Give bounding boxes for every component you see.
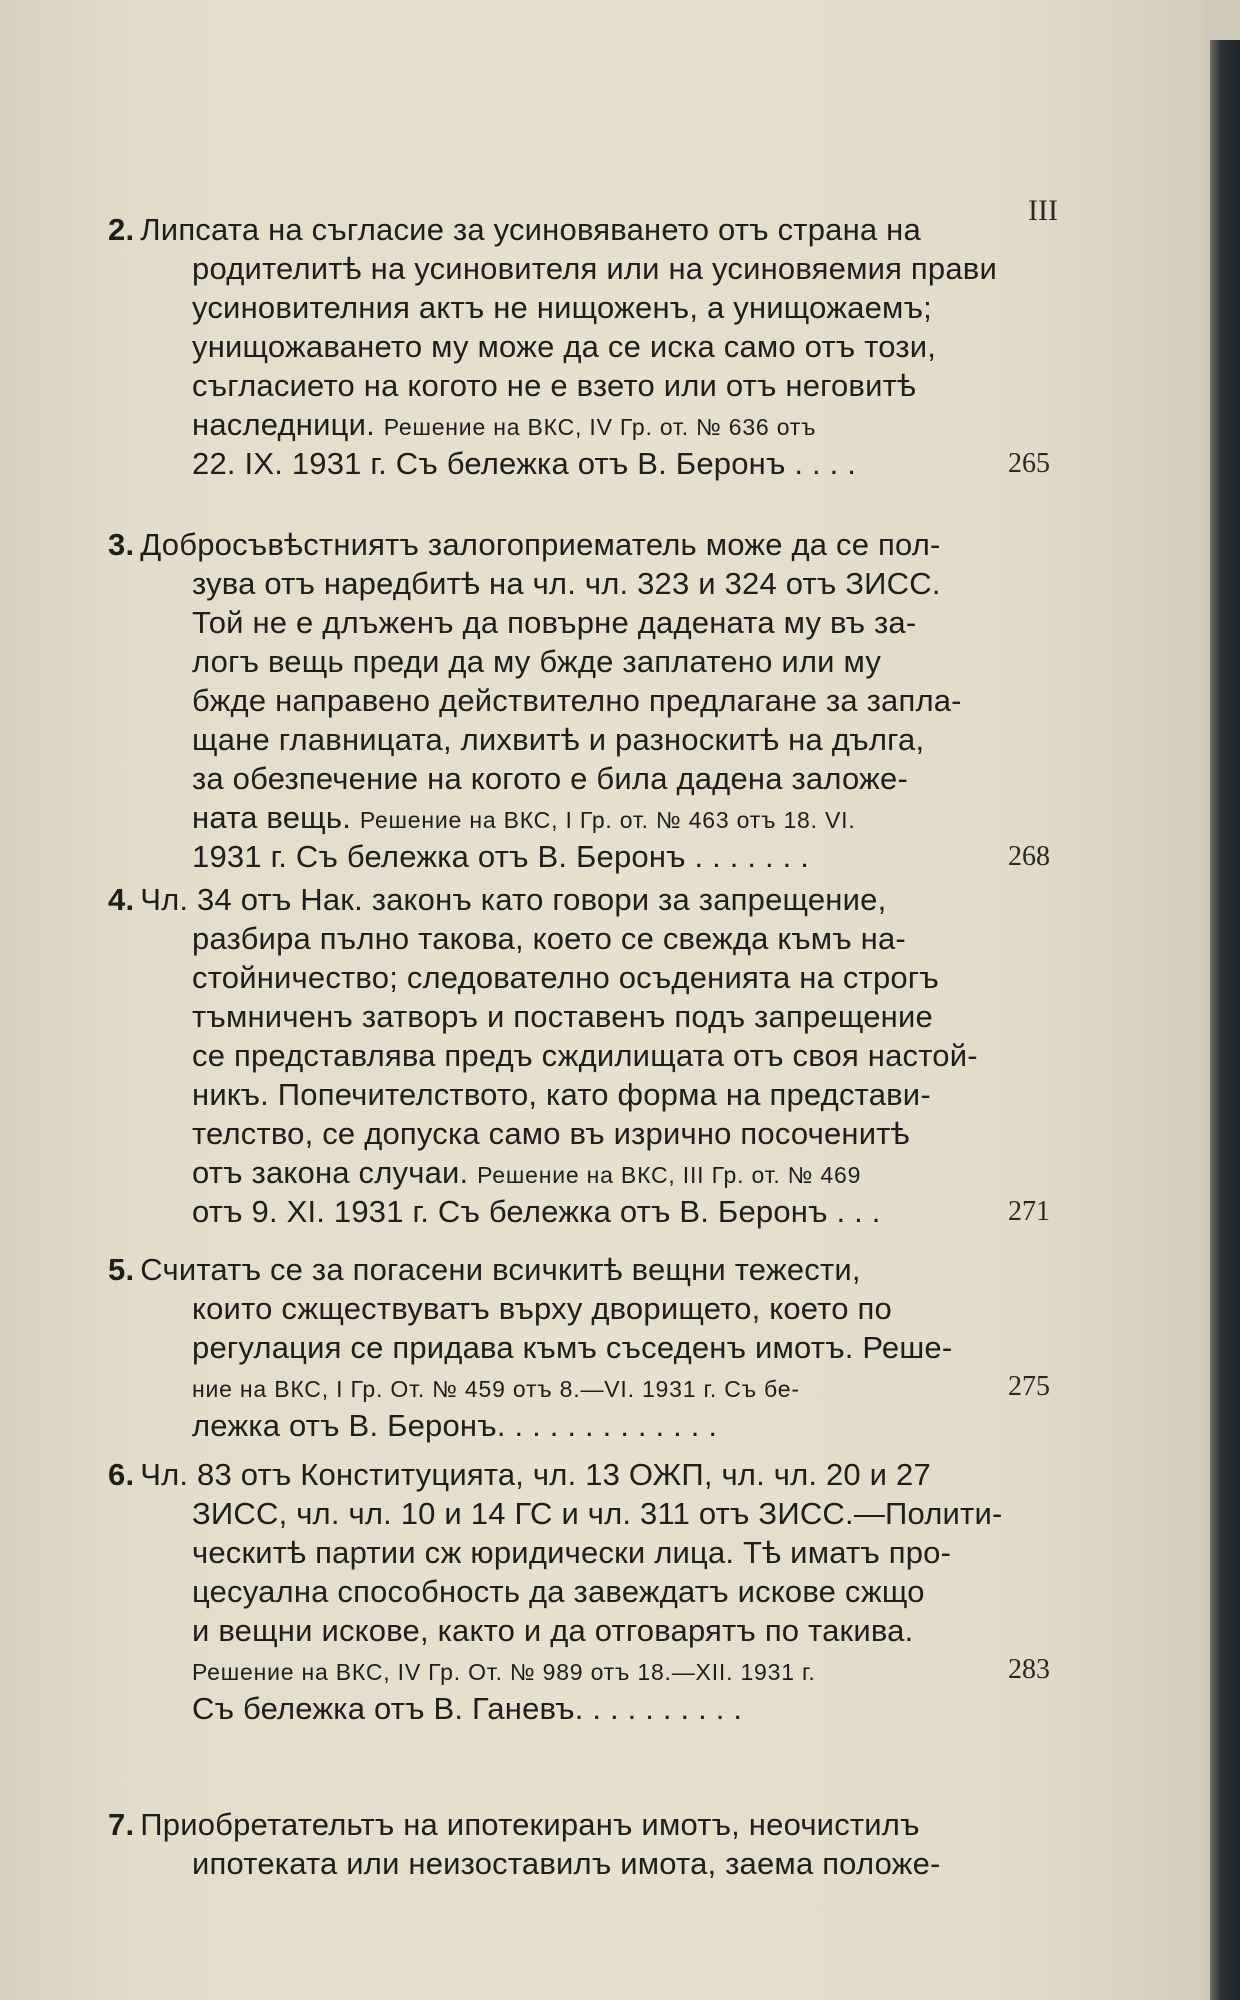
entry-text: 1931 г. Съ бележка отъ В. Беронъ . . . . . . . [192, 839, 810, 874]
entry-number: 5. [108, 1252, 135, 1287]
entry-line [108, 603, 1058, 642]
entry-text: които сжществуватъ върху дворището, което по [192, 1291, 892, 1326]
entry-text: цесуална способность да завеждатъ искове сжщо [192, 1574, 925, 1609]
entry-text: телство, се допуска само въ изрично посоченитѣ [192, 1116, 910, 1151]
entry-text: Липсата на съгласие за усиновяването отъ страна на [140, 212, 921, 247]
entry-text: ЗИСС, чл. чл. 10 и 14 ГС и чл. 311 отъ ЗИСС.—Полити- [192, 1496, 1003, 1531]
citation-text: Решение на ВКС, III Гр. от. № 469 [477, 1162, 862, 1188]
entry-line [108, 1805, 1058, 1844]
entry-line [108, 1494, 1058, 1533]
entry-line [108, 958, 1058, 997]
entry-line [108, 1689, 1058, 1728]
entry-line [108, 720, 1058, 759]
entry-text: регулация се придава къмъ съседенъ имотъ. Реше- [192, 1330, 953, 1365]
entry-line [108, 919, 1058, 958]
citation-text: Решение на ВКС, IV Гр. от. № 636 отъ [383, 414, 817, 440]
entry-number: 6. [108, 1457, 135, 1492]
entry-text: бжде направено действително предлагане за запла- [192, 683, 962, 718]
entry-text: Съ бележка отъ В. Ганевъ. . . . . . . . . . [192, 1691, 743, 1726]
entry-line [108, 837, 1058, 876]
entry-number: 3. [108, 527, 135, 562]
entry-page-number: 268 [1008, 841, 1050, 872]
entry-page-number: 265 [1008, 448, 1050, 479]
entry-line [108, 1114, 1058, 1153]
citation-text: Решение на ВКС, I Гр. от. № 463 отъ 18. VI. [359, 807, 856, 833]
entry-line [108, 1406, 1058, 1445]
entry-line [108, 997, 1058, 1036]
entry-text: Чл. 34 отъ Нак. законъ като говори за запрещение, [140, 882, 887, 917]
entry-text: ческитѣ партии сж юридически лица. Тѣ иматъ про- [192, 1535, 952, 1570]
entry-number: 2. [108, 212, 135, 247]
entry-line [108, 1289, 1058, 1328]
list-item [108, 1455, 1058, 1728]
entry-text: наследници. Решение на ВКС, IV Гр. от. № 636 отъ [192, 407, 817, 442]
list-item [108, 1805, 1058, 1883]
entry-line [108, 366, 1058, 405]
entry-line [108, 1036, 1058, 1075]
entry-text: за обезпечение на когото е била дадена заложе- [192, 761, 908, 796]
entry-text: никъ. Попечителството, като форма на представи- [192, 1077, 931, 1112]
list-item [108, 525, 1058, 876]
entry-text: лежка отъ В. Беронъ. . . . . . . . . . . . . [192, 1408, 718, 1443]
entry-text: ипотеката или неизоставилъ имота, заема положе- [192, 1846, 941, 1881]
entry-line [108, 327, 1058, 366]
entry-text: родителитѣ на усиновителя или на усиновяемия прави [192, 251, 997, 286]
entry-line [108, 1192, 1058, 1231]
entry-line [108, 288, 1058, 327]
entry-text: усиновителния актъ не нищоженъ, а унищожаемъ; [192, 290, 932, 325]
entry-line [108, 798, 1058, 837]
entry-text: 22. IX. 1931 г. Съ бележка отъ В. Беронъ . . . . [192, 446, 857, 481]
entry-line [108, 642, 1058, 681]
entry-text: съгласието на когото не е взето или отъ неговитѣ [192, 368, 917, 403]
entry-page-number: 275 [1008, 1371, 1050, 1402]
entry-text: Считатъ се за погасени всичкитѣ вещни тежести, [140, 1252, 861, 1287]
entry-text: логъ вещь преди да му бжде заплатено или му [192, 644, 882, 679]
entry-text: Той не е длъженъ да повърне дадената му въ за- [192, 605, 917, 640]
entry-line [108, 405, 1058, 444]
entry-text: се представлява предъ сждилищата отъ своя настой- [192, 1038, 978, 1073]
entry-line [108, 1328, 1058, 1367]
entry-line [108, 1533, 1058, 1572]
page-number: III [1028, 194, 1058, 227]
entry-line [108, 444, 1058, 483]
entry-page-number: 283 [1008, 1654, 1050, 1685]
entry-number: 4. [108, 882, 135, 917]
entry-line [108, 564, 1058, 603]
entry-text: тъмниченъ затворъ и поставенъ подъ запрещение [192, 999, 933, 1034]
entry-line [108, 1153, 1058, 1192]
entry-line [108, 1367, 1058, 1406]
list-item [108, 880, 1058, 1231]
entry-text: ната вещь. Решение на ВКС, I Гр. от. № 463 отъ 18. VI. [192, 800, 856, 835]
entry-text: щане главницата, лихвитѣ и разноскитѣ на дълга, [192, 722, 925, 757]
entry-line [108, 210, 1058, 249]
entry-text: стойничество; следователно осъденията на строгъ [192, 960, 939, 995]
entry-line [108, 1611, 1058, 1650]
entry-line [108, 525, 1058, 564]
entry-text: унищожаването му може да се иска само отъ този, [192, 329, 937, 364]
entry-line [108, 1650, 1058, 1689]
entry-text: Приобретательтъ на ипотекиранъ имотъ, неочистилъ [140, 1807, 920, 1842]
entry-number: 7. [108, 1807, 135, 1842]
entry-line [108, 880, 1058, 919]
entry-line [108, 681, 1058, 720]
entry-page-number: 271 [1008, 1196, 1050, 1227]
entry-line [108, 1844, 1058, 1883]
entry-line [108, 1250, 1058, 1289]
entry-text: и вещни искове, както и да отговарятъ по такива. [192, 1613, 914, 1648]
list-item [108, 1250, 1058, 1445]
entry-text: Чл. 83 отъ Конституцията, чл. 13 ОЖП, чл. чл. 20 и 27 [140, 1457, 931, 1492]
entry-line [108, 1455, 1058, 1494]
entry-text: зува отъ наредбитѣ на чл. чл. 323 и 324 отъ ЗИСС. [192, 566, 941, 601]
entry-text: разбира пълно такова, което се свежда къмъ на- [192, 921, 906, 956]
list-item [108, 210, 1058, 483]
book-binding [1210, 40, 1240, 2000]
entry-text: ние на ВКС, I Гр. От. № 459 отъ 8.—VI. 1931 г. Съ бе- [192, 1376, 800, 1402]
entry-text: отъ 9. XI. 1931 г. Съ бележка отъ В. Беронъ . . . [192, 1194, 881, 1229]
entry-line [108, 759, 1058, 798]
entry-text: Решение на ВКС, IV Гр. От. № 989 отъ 18.—XII. 1931 г. [192, 1659, 816, 1685]
entry-line [108, 1572, 1058, 1611]
entry-text: Добросъвѣстниятъ залогоприематель може да се пол- [140, 527, 941, 562]
entry-line [108, 1075, 1058, 1114]
entry-line [108, 249, 1058, 288]
entry-text: отъ закона случаи. Решение на ВКС, III Гр. от. № 469 [192, 1155, 862, 1190]
